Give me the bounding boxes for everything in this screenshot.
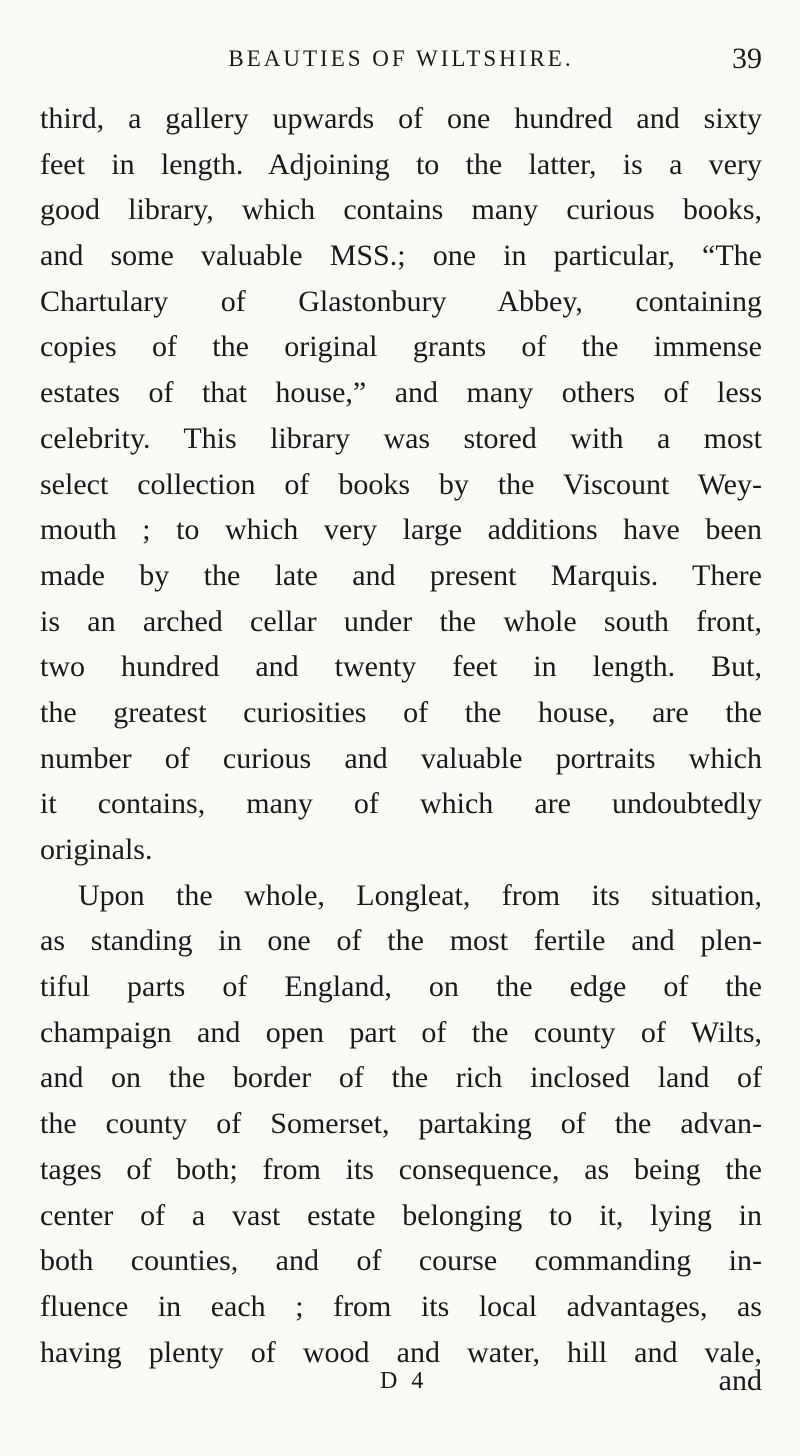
text-line: center of a vast estate belonging to it, lying in — [40, 1198, 762, 1232]
text-line: both counties, and of course commanding in- — [40, 1244, 762, 1278]
text-line: celebrity. This library was stored with a most — [40, 421, 762, 455]
text-line: and on the border of the rich inclosed land of — [40, 1061, 762, 1095]
text-line: champaign and open part of the county of Wilts, — [40, 1015, 762, 1049]
signature-mark: D 4 — [380, 1368, 428, 1394]
text-line: copies of the original grants of the immense — [40, 330, 762, 364]
text-line: it contains, many of which are undoubtedly — [40, 787, 762, 821]
body-text — [40, 96, 762, 1375]
text-line: the greatest curiosities of the house, are the — [40, 695, 762, 729]
text-line: tiful parts of England, on the edge of the — [40, 970, 762, 1004]
text-line: Upon the whole, Longleat, from its situation, — [78, 878, 762, 912]
text-line: select collection of books by the Viscount Wey- — [40, 467, 762, 501]
text-line: third, a gallery upwards of one hundred and sixty — [40, 102, 762, 135]
text-line: tages of both; from its consequence, as being the — [40, 1152, 762, 1186]
text-line: number of curious and valuable portraits which — [40, 741, 762, 775]
text-line: estates of that house,” and many others of less — [40, 376, 762, 410]
catchword: and — [718, 1364, 762, 1397]
text-line: the county of Somerset, partaking of the advan- — [40, 1107, 762, 1141]
text-line: as standing in one of the most fertile and plen- — [40, 924, 762, 958]
text-line: mouth ; to which very large additions have been — [40, 513, 762, 547]
page-footer — [40, 1364, 762, 1408]
text-line: having plenty of wood and water, hill and vale, — [40, 1335, 762, 1369]
text-line: and some valuable MSS.; one in particular, “The — [40, 239, 762, 273]
text-line: originals. — [40, 833, 153, 866]
text-line: is an arched cellar under the whole south front, — [40, 604, 762, 638]
text-line: two hundred and twenty feet in length. But, — [40, 650, 762, 684]
text-line: fluence in each ; from its local advantages, as — [40, 1289, 762, 1323]
text-line: made by the late and present Marquis. There — [40, 558, 762, 592]
text-line: feet in length. Adjoining to the latter, is a very — [40, 147, 762, 181]
text-line: Chartulary of Glastonbury Abbey, containing — [40, 284, 762, 318]
text-line: good library, which contains many curious books, — [40, 193, 762, 227]
running-title: BEAUTIES OF WILTSHIRE. — [228, 46, 574, 71]
running-head — [40, 42, 762, 82]
page-number: 39 — [732, 42, 762, 75]
